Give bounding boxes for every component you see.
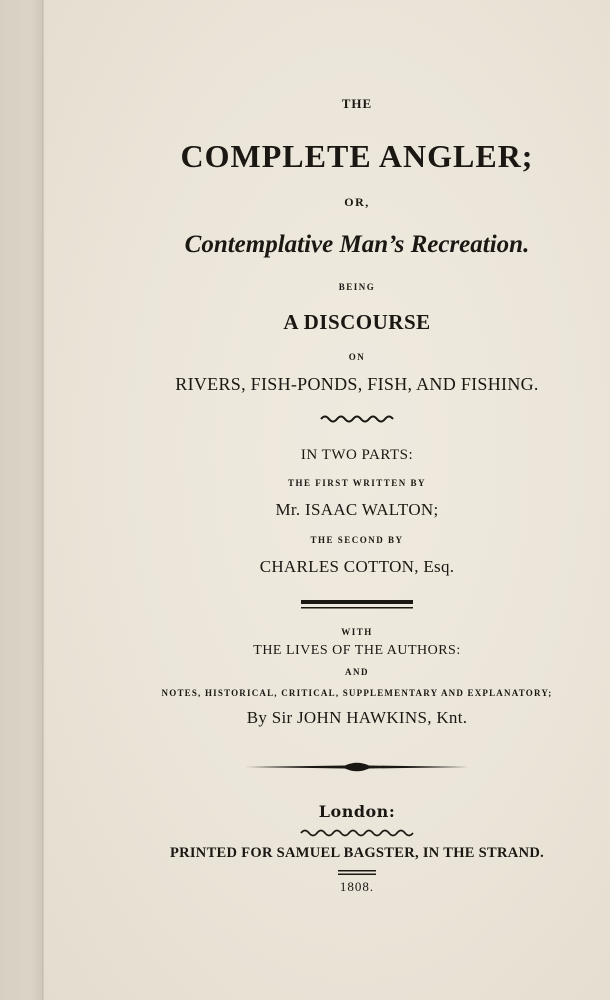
line-first-written-by: THE FIRST WRITTEN BY	[288, 478, 426, 488]
short-double-rule	[45, 870, 610, 876]
book-gutter	[0, 0, 44, 1000]
line-and: AND	[345, 667, 369, 677]
line-on: ON	[348, 352, 366, 362]
line-with: WITH	[341, 627, 373, 637]
double-rule	[45, 600, 610, 610]
line-lives: THE LIVES OF THE AUTHORS:	[253, 643, 461, 658]
title-page	[45, 0, 610, 1000]
imprint-printer: PRINTED FOR SAMUEL BAGSTER, IN THE STRAND.	[169, 845, 545, 861]
book-subtitle: Contemplative Man’s Recreation.	[184, 231, 530, 258]
imprint-place: London:	[318, 802, 396, 821]
wavy-rule-ornament	[45, 414, 610, 424]
line-topics: RIVERS, FISH-PONDS, FISH, AND FISHING.	[175, 374, 539, 394]
line-discourse: A DISCOURSE	[283, 310, 431, 334]
line-hawkins: By Sir JOHN HAWKINS, Knt.	[246, 708, 468, 727]
book-title: COMPLETE ANGLER;	[180, 138, 534, 174]
line-or: OR,	[344, 195, 370, 209]
line-the: THE	[341, 96, 373, 111]
author-cotton: CHARLES COTTON, Esq.	[259, 557, 455, 576]
wavy-rule-ornament-2	[45, 828, 610, 838]
imprint-year: 1808.	[339, 879, 375, 894]
author-walton: Mr. ISAAC WALTON;	[275, 500, 439, 519]
tapered-rule-ornament	[45, 760, 610, 774]
line-two-parts: IN TWO PARTS:	[300, 447, 414, 463]
line-being: BEING	[338, 282, 376, 292]
line-notes: NOTES, HISTORICAL, CRITICAL, SUPPLEMENTARY AND EXPLANATORY;	[161, 688, 553, 698]
line-second-by: THE SECOND BY	[310, 535, 404, 545]
